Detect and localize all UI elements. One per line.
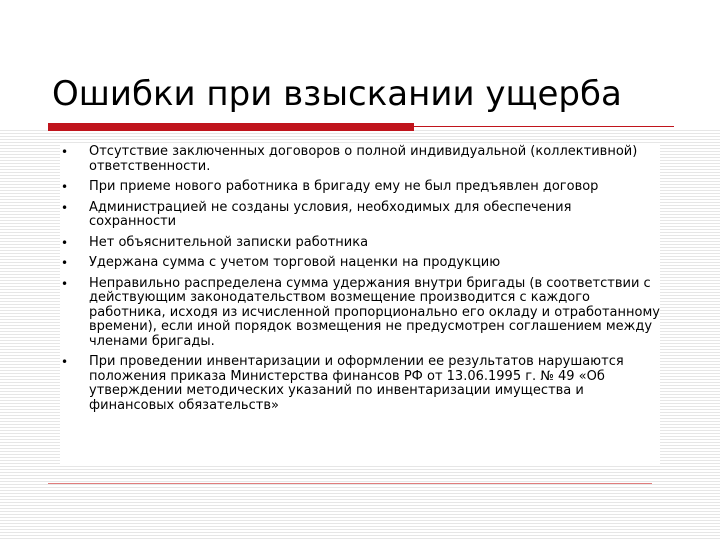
bullet-icon: • — [61, 355, 69, 369]
bullet-item — [60, 145, 660, 174]
bullet-item — [60, 180, 660, 195]
bullet-item — [60, 355, 660, 413]
content-area — [60, 145, 660, 465]
bullet-icon: • — [61, 180, 69, 194]
bullet-icon: • — [61, 256, 69, 270]
slide-title: Ошибки при взыскании ущерба — [52, 74, 622, 114]
bullet-text: Отсутствие заключенных договоров о полной индивидуальной (коллективной) ответственности. — [89, 144, 638, 174]
bullet-icon: • — [61, 235, 69, 250]
bullet-text: Неправильно распределена сумма удержания внутри бригады (в соответствии с действующим законодательством возмещение производится с каждого работника, исходя из исчисленной пропорционально его окладу и отработанному времени), если иной порядок возмещения не предусмотрен соглашением между членами бригады. — [89, 275, 660, 349]
bullet-item — [60, 256, 660, 271]
bullet-item — [60, 236, 660, 251]
bullet-text: При проведении инвентаризации и оформлении ее результатов нарушаются положения приказа Министерства финансов РФ от 13.06.1995 г. № 49 «Об утверждении методических указаний по инвентаризации имущества и финансовых обязательств» — [89, 354, 624, 413]
bullet-text: Администрацией не созданы условия, необходимых для обеспечения сохранности — [89, 199, 572, 229]
title-underline-thin — [414, 126, 674, 127]
bullet-item — [60, 201, 660, 230]
bullet-text: Удержана сумма с учетом торговой наценки на продукцию — [89, 255, 501, 270]
footer-rule — [48, 483, 652, 484]
bullet-item — [60, 277, 660, 350]
bullet-text: При приеме нового работника в бригаду ему не был предъявлен договор — [89, 179, 599, 194]
bullet-text: Нет объяснительной записки работника — [89, 234, 369, 250]
title-underline-accent — [48, 123, 414, 131]
bullet-icon: • — [61, 200, 69, 215]
bullet-icon: • — [61, 276, 69, 291]
bullet-list — [60, 145, 660, 413]
bullet-icon: • — [61, 145, 69, 159]
